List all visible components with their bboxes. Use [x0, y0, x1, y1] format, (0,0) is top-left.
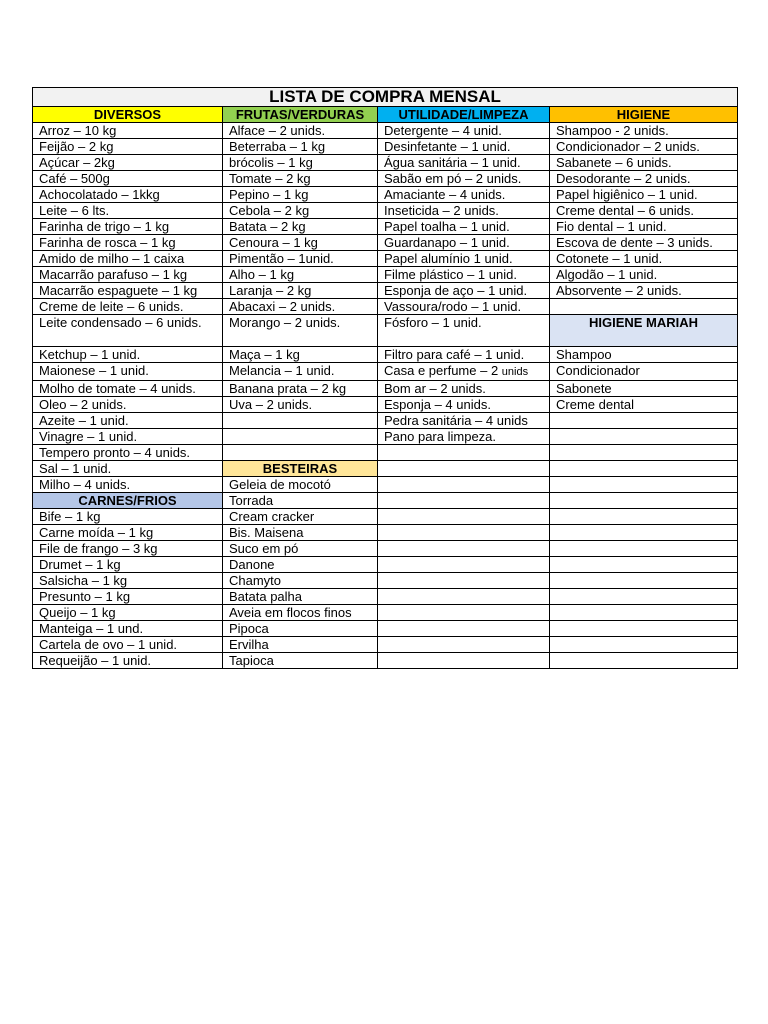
item-utilidade: Esponja – 4 unids. [378, 397, 550, 413]
item-higiene: Absorvente – 2 unids. [550, 283, 738, 299]
table-row [33, 187, 738, 203]
item-utilidade: Esponja de aço – 1 unid. [378, 283, 550, 299]
empty-cell [550, 557, 738, 573]
item-higiene-mariah: Shampoo [550, 347, 738, 363]
item-utilidade: Bom ar – 2 unids. [378, 381, 550, 397]
item-higiene: Shampoo - 2 unids. [550, 123, 738, 139]
item-frutas: brócolis – 1 kg [223, 155, 378, 171]
empty-cell [550, 299, 738, 315]
empty-cell [550, 493, 738, 509]
item-utilidade: Vassoura/rodo – 1 unid. [378, 299, 550, 315]
item-utilidade: Filtro para café – 1 unid. [378, 347, 550, 363]
table-row [33, 397, 738, 413]
item-utilidade-suffix: unids [501, 366, 529, 378]
table-row [33, 171, 738, 187]
header-frutas-verduras: FRUTAS/VERDURAS [223, 107, 378, 123]
empty-cell [378, 605, 550, 621]
item-diversos: Açúcar – 2kg [33, 155, 223, 171]
item-higiene-mariah: Creme dental [550, 397, 738, 413]
item-frutas: Melancia – 1 unid. [223, 363, 378, 381]
table-row [33, 477, 738, 493]
table-row [33, 445, 738, 461]
table-row [33, 653, 738, 669]
item-carnes: Salsicha – 1 kg [33, 573, 223, 589]
item-carnes: Carne moída – 1 kg [33, 525, 223, 541]
empty-cell [378, 637, 550, 653]
table-row [33, 557, 738, 573]
item-carnes: Presunto – 1 kg [33, 589, 223, 605]
item-carnes: Cartela de ovo – 1 unid. [33, 637, 223, 653]
item-higiene: Papel higiênico – 1 unid. [550, 187, 738, 203]
item-besteiras: Tapioca [223, 653, 378, 669]
item-utilidade: Papel alumínio 1 unid. [378, 251, 550, 267]
item-besteiras: Danone [223, 557, 378, 573]
item-higiene: Fio dental – 1 unid. [550, 219, 738, 235]
item-besteiras: Bis. Maisena [223, 525, 378, 541]
item-besteiras: Chamyto [223, 573, 378, 589]
empty-cell [550, 461, 738, 477]
item-besteiras: Batata palha [223, 589, 378, 605]
header-higiene-mariah: HIGIENE MARIAH [550, 315, 738, 347]
item-diversos: Amido de milho – 1 caixa [33, 251, 223, 267]
item-utilidade: Fósforo – 1 unid. [378, 315, 550, 347]
empty-cell [550, 445, 738, 461]
shopping-list-body [33, 88, 738, 669]
item-utilidade: Guardanapo – 1 unid. [378, 235, 550, 251]
item-diversos: Maionese – 1 unid. [33, 363, 223, 381]
empty-cell [550, 573, 738, 589]
item-diversos: Leite condensado – 6 unids. [33, 315, 223, 347]
item-frutas: Pepino – 1 kg [223, 187, 378, 203]
item-diversos: Tempero pronto – 4 unids. [33, 445, 223, 461]
empty-cell [550, 605, 738, 621]
item-higiene: Algodão – 1 unid. [550, 267, 738, 283]
item-diversos: Azeite – 1 unid. [33, 413, 223, 429]
table-row [33, 219, 738, 235]
table-row [33, 107, 738, 123]
item-carnes: Requeijão – 1 unid. [33, 653, 223, 669]
item-carnes: File de frango – 3 kg [33, 541, 223, 557]
table-row [33, 315, 738, 347]
item-besteiras: Ervilha [223, 637, 378, 653]
item-utilidade: Papel toalha – 1 unid. [378, 219, 550, 235]
item-utilidade: Sabão em pó – 2 unids. [378, 171, 550, 187]
empty-cell [550, 653, 738, 669]
table-row [33, 509, 738, 525]
table-row [33, 493, 738, 509]
item-higiene-mariah: Sabonete [550, 381, 738, 397]
item-frutas: Morango – 2 unids. [223, 315, 378, 347]
empty-cell [550, 621, 738, 637]
empty-cell [550, 541, 738, 557]
empty-cell [378, 653, 550, 669]
item-higiene-mariah: Condicionador [550, 363, 738, 381]
item-frutas: Tomate – 2 kg [223, 171, 378, 187]
item-utilidade: Água sanitária – 1 unid. [378, 155, 550, 171]
item-diversos: Oleo – 2 unids. [33, 397, 223, 413]
item-diversos: Feijão – 2 kg [33, 139, 223, 155]
item-frutas: Abacaxi – 2 unids. [223, 299, 378, 315]
table-row [33, 605, 738, 621]
empty-cell [550, 413, 738, 429]
item-diversos: Farinha de trigo – 1 kg [33, 219, 223, 235]
empty-cell [378, 461, 550, 477]
item-utilidade: Amaciante – 4 unids. [378, 187, 550, 203]
table-row [33, 413, 738, 429]
item-besteiras: Pipoca [223, 621, 378, 637]
table-row [33, 525, 738, 541]
item-frutas: Pimentão – 1unid. [223, 251, 378, 267]
item-frutas: Alface – 2 unids. [223, 123, 378, 139]
item-carnes: Manteiga – 1 und. [33, 621, 223, 637]
item-frutas: Banana prata – 2 kg [223, 381, 378, 397]
empty-cell [550, 509, 738, 525]
item-utilidade: Detergente – 4 unid. [378, 123, 550, 139]
empty-cell [378, 477, 550, 493]
item-diversos: Sal – 1 unid. [33, 461, 223, 477]
item-carnes: Bife – 1 kg [33, 509, 223, 525]
table-row [33, 299, 738, 315]
table-row [33, 283, 738, 299]
empty-cell [378, 573, 550, 589]
empty-cell [378, 589, 550, 605]
item-besteiras: Torrada [223, 493, 378, 509]
table-row [33, 347, 738, 363]
table-row [33, 541, 738, 557]
item-higiene: Desodorante – 2 unids. [550, 171, 738, 187]
empty-cell [550, 477, 738, 493]
item-diversos: Achocolatado – 1kkg [33, 187, 223, 203]
item-diversos: Café – 500g [33, 171, 223, 187]
item-besteiras: Aveia em flocos finos [223, 605, 378, 621]
item-besteiras: Geleia de mocotó [223, 477, 378, 493]
item-diversos: Molho de tomate – 4 unids. [33, 381, 223, 397]
table-row [33, 251, 738, 267]
item-higiene: Cotonete – 1 unid. [550, 251, 738, 267]
table-row [33, 621, 738, 637]
empty-cell [378, 557, 550, 573]
item-diversos: Macarrão parafuso – 1 kg [33, 267, 223, 283]
item-frutas: Cebola – 2 kg [223, 203, 378, 219]
empty-cell [378, 621, 550, 637]
item-frutas: Cenoura – 1 kg [223, 235, 378, 251]
table-row [33, 139, 738, 155]
item-frutas: Maça – 1 kg [223, 347, 378, 363]
table-row [33, 589, 738, 605]
table-row [33, 637, 738, 653]
item-utilidade: Pano para limpeza. [378, 429, 550, 445]
table-row [33, 267, 738, 283]
empty-cell [223, 429, 378, 445]
item-frutas: Beterraba – 1 kg [223, 139, 378, 155]
item-diversos: Milho – 4 unids. [33, 477, 223, 493]
empty-cell [378, 509, 550, 525]
item-diversos: Arroz – 10 kg [33, 123, 223, 139]
item-diversos: Macarrão espaguete – 1 kg [33, 283, 223, 299]
empty-cell [550, 525, 738, 541]
table-row [33, 155, 738, 171]
item-higiene: Creme dental – 6 unids. [550, 203, 738, 219]
item-diversos: Ketchup – 1 unid. [33, 347, 223, 363]
empty-cell [223, 413, 378, 429]
item-utilidade [378, 363, 550, 381]
header-carnes-frios: CARNES/FRIOS [33, 493, 223, 509]
item-utilidade-text: Casa e perfume – 2 [384, 363, 502, 378]
item-frutas: Laranja – 2 kg [223, 283, 378, 299]
shopping-list-table [32, 87, 738, 669]
header-diversos: DIVERSOS [33, 107, 223, 123]
empty-cell [378, 541, 550, 557]
item-carnes: Drumet – 1 kg [33, 557, 223, 573]
item-diversos: Creme de leite – 6 unids. [33, 299, 223, 315]
empty-cell [550, 589, 738, 605]
empty-cell [550, 429, 738, 445]
item-frutas: Uva – 2 unids. [223, 397, 378, 413]
empty-cell [378, 525, 550, 541]
table-row [33, 461, 738, 477]
header-utilidade-limpeza: UTILIDADE/LIMPEZA [378, 107, 550, 123]
item-higiene: Sabanete – 6 unids. [550, 155, 738, 171]
item-diversos: Vinagre – 1 unid. [33, 429, 223, 445]
item-diversos: Leite – 6 lts. [33, 203, 223, 219]
item-diversos: Farinha de rosca – 1 kg [33, 235, 223, 251]
empty-cell [550, 637, 738, 653]
item-utilidade: Pedra sanitária – 4 unids [378, 413, 550, 429]
table-row [33, 381, 738, 397]
header-besteiras: BESTEIRAS [223, 461, 378, 477]
item-besteiras: Cream cracker [223, 509, 378, 525]
item-higiene: Condicionador – 2 unids. [550, 139, 738, 155]
empty-cell [223, 445, 378, 461]
table-row [33, 123, 738, 139]
page-title: LISTA DE COMPRA MENSAL [33, 88, 738, 107]
item-utilidade: Filme plástico – 1 unid. [378, 267, 550, 283]
item-besteiras: Suco em pó [223, 541, 378, 557]
empty-cell [378, 445, 550, 461]
table-row [33, 363, 738, 381]
item-utilidade: Inseticida – 2 unids. [378, 203, 550, 219]
table-row [33, 235, 738, 251]
table-row [33, 573, 738, 589]
table-row [33, 429, 738, 445]
empty-cell [378, 493, 550, 509]
item-carnes: Queijo – 1 kg [33, 605, 223, 621]
header-higiene: HIGIENE [550, 107, 738, 123]
table-row [33, 88, 738, 107]
item-utilidade: Desinfetante – 1 unid. [378, 139, 550, 155]
table-row [33, 203, 738, 219]
item-higiene: Escova de dente – 3 unids. [550, 235, 738, 251]
item-frutas: Batata – 2 kg [223, 219, 378, 235]
item-frutas: Alho – 1 kg [223, 267, 378, 283]
